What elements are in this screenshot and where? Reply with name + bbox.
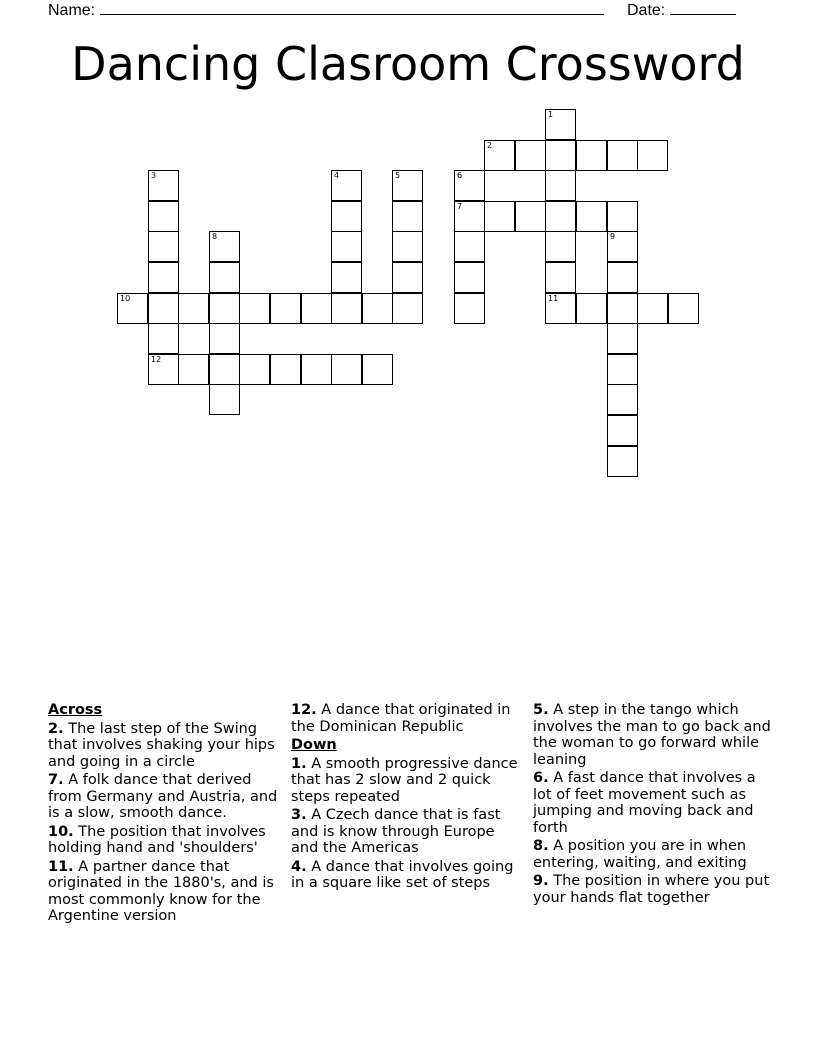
grid-cell[interactable] [148, 354, 179, 385]
date-label: Date: [627, 2, 666, 19]
grid-cell[interactable] [607, 231, 638, 262]
cell-number: 9 [610, 232, 616, 241]
grid-cell[interactable] [545, 262, 576, 293]
clue-text: A dance that involves going in a square like set of steps [291, 858, 514, 891]
grid-cell[interactable] [392, 201, 423, 232]
grid-cell[interactable] [637, 140, 668, 171]
clue-across-2 [48, 721, 282, 771]
grid-cell[interactable] [545, 109, 576, 140]
grid-cell[interactable] [607, 415, 638, 446]
grid-cell[interactable] [239, 293, 270, 324]
grid-cell[interactable] [515, 201, 546, 232]
clue-across-7 [48, 772, 282, 822]
grid-cell[interactable] [209, 384, 240, 415]
clue-text: The last step of the Swing that involves shaking your hips and going in a circle [48, 720, 275, 770]
grid-cell[interactable] [209, 323, 240, 354]
page-title: Dancing Clasroom Crossword [71, 37, 745, 91]
grid-cell[interactable] [392, 170, 423, 201]
grid-cell[interactable] [331, 201, 362, 232]
grid-cell[interactable] [484, 201, 515, 232]
grid-cell[interactable] [545, 170, 576, 201]
grid-cell[interactable] [668, 293, 699, 324]
grid-cell[interactable] [392, 293, 423, 324]
grid-cell[interactable] [607, 446, 638, 477]
grid-cell[interactable] [607, 293, 638, 324]
grid-cell[interactable] [301, 354, 332, 385]
grid-cell[interactable] [454, 201, 485, 232]
clue-number: 2. [48, 720, 64, 737]
clue-down-9 [533, 873, 773, 906]
grid-cell[interactable] [392, 262, 423, 293]
grid-cell[interactable] [239, 354, 270, 385]
grid-cell[interactable] [607, 262, 638, 293]
grid-cell[interactable] [148, 201, 179, 232]
clue-text: A folk dance that derived from Germany and Austria, and is a slow, smooth dance. [48, 772, 278, 821]
clue-number: 11. [48, 858, 74, 875]
clue-across-11 [48, 859, 282, 925]
clue-text: A fast dance that involves a lot of feet movement such as jumping and moving back and forth [533, 770, 756, 836]
cell-number: 5 [395, 171, 401, 180]
clue-text: The position in where you put your hands flat together [533, 873, 770, 906]
grid-cell[interactable] [607, 354, 638, 385]
grid-cell[interactable] [117, 293, 148, 324]
cell-number: 4 [334, 171, 340, 180]
clue-text: A position you are in when entering, waiting, and exiting [533, 838, 747, 871]
grid-cell[interactable] [209, 293, 240, 324]
grid-cell[interactable] [148, 170, 179, 201]
grid-cell[interactable] [270, 293, 301, 324]
across-heading: Across [48, 702, 103, 718]
clue-text: The position that involves holding hand and 'shoulders' [48, 823, 266, 856]
grid-cell[interactable] [454, 262, 485, 293]
clue-number: 10. [48, 823, 74, 840]
clue-number: 5. [533, 702, 549, 718]
clue-down-6 [533, 770, 773, 836]
grid-cell[interactable] [607, 201, 638, 232]
grid-cell[interactable] [454, 170, 485, 201]
grid-cell[interactable] [607, 323, 638, 354]
cell-number: 2 [487, 141, 493, 150]
grid-cell[interactable] [545, 231, 576, 262]
clue-down-8 [533, 838, 773, 871]
grid-cell[interactable] [148, 262, 179, 293]
cell-number: 10 [120, 294, 131, 303]
cell-number: 8 [212, 232, 218, 241]
cell-number: 7 [457, 202, 463, 211]
grid-cell[interactable] [545, 293, 576, 324]
clue-text: A partner dance that originated in the 1880's, and is most commonly know for the Argentine version [48, 858, 274, 924]
clue-across-10 [48, 824, 282, 857]
grid-cell[interactable] [301, 293, 332, 324]
clue-text: A step in the tango which involves the man to go back and the woman to go forward while leaning [533, 702, 771, 768]
clues-column-1 [48, 702, 282, 927]
cell-number: 3 [151, 171, 157, 180]
cell-number: 1 [548, 110, 554, 119]
cell-number: 11 [548, 294, 559, 303]
grid-cell[interactable] [515, 140, 546, 171]
grid-cell[interactable] [484, 140, 515, 171]
grid-cell[interactable] [576, 140, 607, 171]
grid-cell[interactable] [178, 354, 209, 385]
clue-number: 12. [291, 702, 317, 718]
grid-cell[interactable] [331, 354, 362, 385]
grid-cell[interactable] [148, 231, 179, 262]
grid-cell[interactable] [148, 293, 179, 324]
grid-cell[interactable] [362, 293, 393, 324]
grid-cell[interactable] [270, 354, 301, 385]
grid-cell[interactable] [454, 293, 485, 324]
clue-number: 9. [533, 873, 549, 889]
clue-down-3 [291, 807, 523, 857]
grid-cell[interactable] [209, 262, 240, 293]
clue-number: 3. [291, 807, 307, 823]
grid-cell[interactable] [637, 293, 668, 324]
clue-number: 8. [533, 838, 549, 854]
cell-number: 12 [151, 355, 162, 364]
down-heading: Down [291, 737, 337, 753]
grid-cell[interactable] [331, 293, 362, 324]
grid-cell[interactable] [148, 323, 179, 354]
clue-number: 7. [48, 772, 64, 788]
clue-number: 6. [533, 770, 549, 786]
grid-cell[interactable] [607, 384, 638, 415]
grid-cell[interactable] [576, 293, 607, 324]
clues-column-3 [533, 702, 773, 908]
grid-cell[interactable] [362, 354, 393, 385]
crossword-grid [0, 0, 816, 520]
grid-cell[interactable] [178, 293, 209, 324]
clue-text: A dance that originated in the Dominican Republic [291, 702, 511, 735]
clue-down-4 [291, 859, 523, 892]
grid-cell[interactable] [209, 231, 240, 262]
grid-cell[interactable] [545, 140, 576, 171]
grid-cell[interactable] [607, 140, 638, 171]
clue-text: A Czech dance that is fast and is know through Europe and the Americas [291, 807, 501, 856]
clue-down-1 [291, 756, 523, 806]
clue-text: A smooth progressive dance that has 2 slow and 2 quick steps repeated [291, 755, 518, 805]
grid-cell[interactable] [331, 262, 362, 293]
grid-cell[interactable] [545, 201, 576, 232]
grid-cell[interactable] [209, 354, 240, 385]
clues-column-2 [291, 702, 523, 894]
grid-cell[interactable] [331, 170, 362, 201]
clue-across-12 [291, 702, 523, 735]
grid-cell[interactable] [392, 231, 423, 262]
clue-number: 1. [291, 755, 307, 772]
clue-down-5 [533, 702, 773, 768]
grid-cell[interactable] [331, 231, 362, 262]
name-label: Name: [48, 2, 96, 19]
clue-number: 4. [291, 858, 307, 875]
cell-number: 6 [457, 171, 463, 180]
grid-cell[interactable] [576, 201, 607, 232]
grid-cell[interactable] [454, 231, 485, 262]
